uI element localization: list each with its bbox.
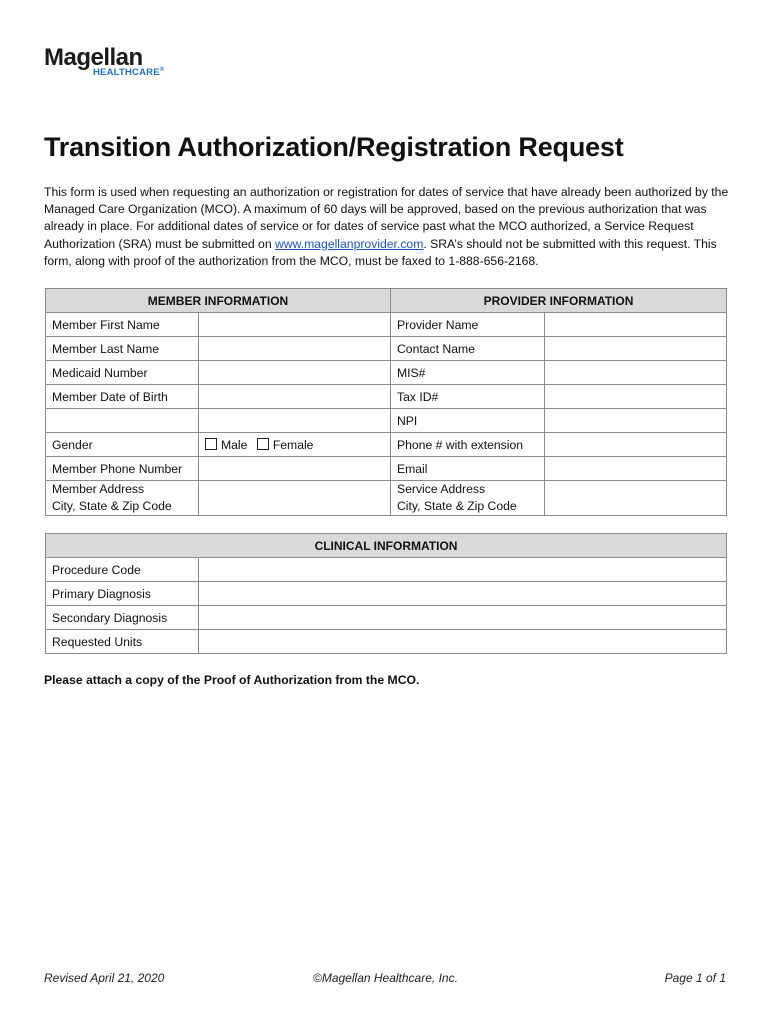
email-label: Email — [391, 457, 545, 481]
requested-units-field[interactable] — [199, 630, 727, 654]
npi-label: NPI — [391, 409, 545, 433]
requested-units-label: Requested Units — [46, 630, 199, 654]
medicaid-number-field[interactable] — [199, 361, 391, 385]
male-checkbox[interactable] — [205, 438, 217, 450]
gender-options — [199, 433, 391, 457]
medicaid-number-label: Medicaid Number — [46, 361, 199, 385]
logo-subtitle-text: HEALTHCARE — [93, 67, 160, 78]
service-address-field[interactable] — [545, 481, 727, 516]
page-title: Transition Authorization/Registration Request — [44, 132, 624, 162]
clinical-info-header: CLINICAL INFORMATION — [46, 534, 727, 558]
member-address-line1: Member Address — [52, 482, 145, 496]
member-address-label — [46, 481, 199, 516]
primary-diagnosis-field[interactable] — [199, 582, 727, 606]
logo-wordmark: Magellan — [44, 44, 143, 71]
footer-revised-date: Revised April 21, 2020 — [44, 971, 165, 985]
tax-id-label: Tax ID# — [391, 385, 545, 409]
email-field[interactable] — [545, 457, 727, 481]
member-provider-table — [45, 288, 727, 516]
member-dob-label: Member Date of Birth — [46, 385, 199, 409]
magellan-logo — [44, 44, 184, 84]
phone-extension-label: Phone # with extension — [391, 433, 545, 457]
mis-label: MIS# — [391, 361, 545, 385]
provider-name-label: Provider Name — [391, 313, 545, 337]
member-phone-field[interactable] — [199, 457, 391, 481]
phone-extension-field[interactable] — [545, 433, 727, 457]
attach-proof-note: Please attach a copy of the Proof of Authorization from the MCO. — [44, 673, 420, 687]
female-label: Female — [272, 437, 314, 452]
npi-field[interactable] — [545, 409, 727, 433]
member-phone-label: Member Phone Number — [46, 457, 199, 481]
registered-mark: ® — [159, 67, 165, 73]
member-last-name-field[interactable] — [199, 337, 391, 361]
male-label: Male — [221, 437, 248, 452]
contact-name-label: Contact Name — [391, 337, 545, 361]
logo-subtitle — [93, 67, 164, 78]
provider-name-field[interactable] — [545, 313, 727, 337]
member-address-field[interactable] — [199, 481, 391, 516]
clinical-info-table — [45, 533, 727, 654]
primary-diagnosis-label: Primary Diagnosis — [46, 582, 199, 606]
member-first-name-field[interactable] — [199, 313, 391, 337]
footer-page-number: Page 1 of 1 — [664, 971, 726, 985]
blank-member-label — [46, 409, 199, 433]
female-checkbox[interactable] — [257, 438, 269, 450]
provider-info-header: PROVIDER INFORMATION — [391, 289, 727, 313]
procedure-code-field[interactable] — [199, 558, 727, 582]
intro-text-1: This form is used when requesting an authorization or registration for dates of service that have already been authorized by the Managed Care Organization (MCO). A maximum of 60 days will be approved, based on the previous authorization that was already in place. For additional dates of service or for dates of service past what the MCO authorized, a Service Request Authorization (SRA) must be submitted on — [44, 185, 729, 251]
gender-label: Gender — [46, 433, 199, 457]
blank-member-field — [199, 409, 391, 433]
member-last-name-label: Member Last Name — [46, 337, 199, 361]
service-address-line1: Service Address — [397, 482, 486, 496]
member-dob-field[interactable] — [199, 385, 391, 409]
member-info-header: MEMBER INFORMATION — [46, 289, 391, 313]
member-address-line2: City, State & Zip Code — [52, 499, 172, 513]
service-address-label — [391, 481, 545, 516]
mis-field[interactable] — [545, 361, 727, 385]
tax-id-field[interactable] — [545, 385, 727, 409]
member-first-name-label: Member First Name — [46, 313, 199, 337]
contact-name-field[interactable] — [545, 337, 727, 361]
intro-paragraph — [44, 184, 734, 270]
footer-copyright: ©Magellan Healthcare, Inc. — [313, 971, 458, 985]
magellan-provider-link[interactable]: www.magellanprovider.com — [275, 236, 424, 251]
intro-text-2: . SRA’s should not be submitted with this request. This form, along with proof of the authorization from the MCO, must be faxed to 1-888-656-2168. — [44, 236, 717, 268]
secondary-diagnosis-label: Secondary Diagnosis — [46, 606, 199, 630]
procedure-code-label: Procedure Code — [46, 558, 199, 582]
service-address-line2: City, State & Zip Code — [397, 499, 517, 513]
secondary-diagnosis-field[interactable] — [199, 606, 727, 630]
